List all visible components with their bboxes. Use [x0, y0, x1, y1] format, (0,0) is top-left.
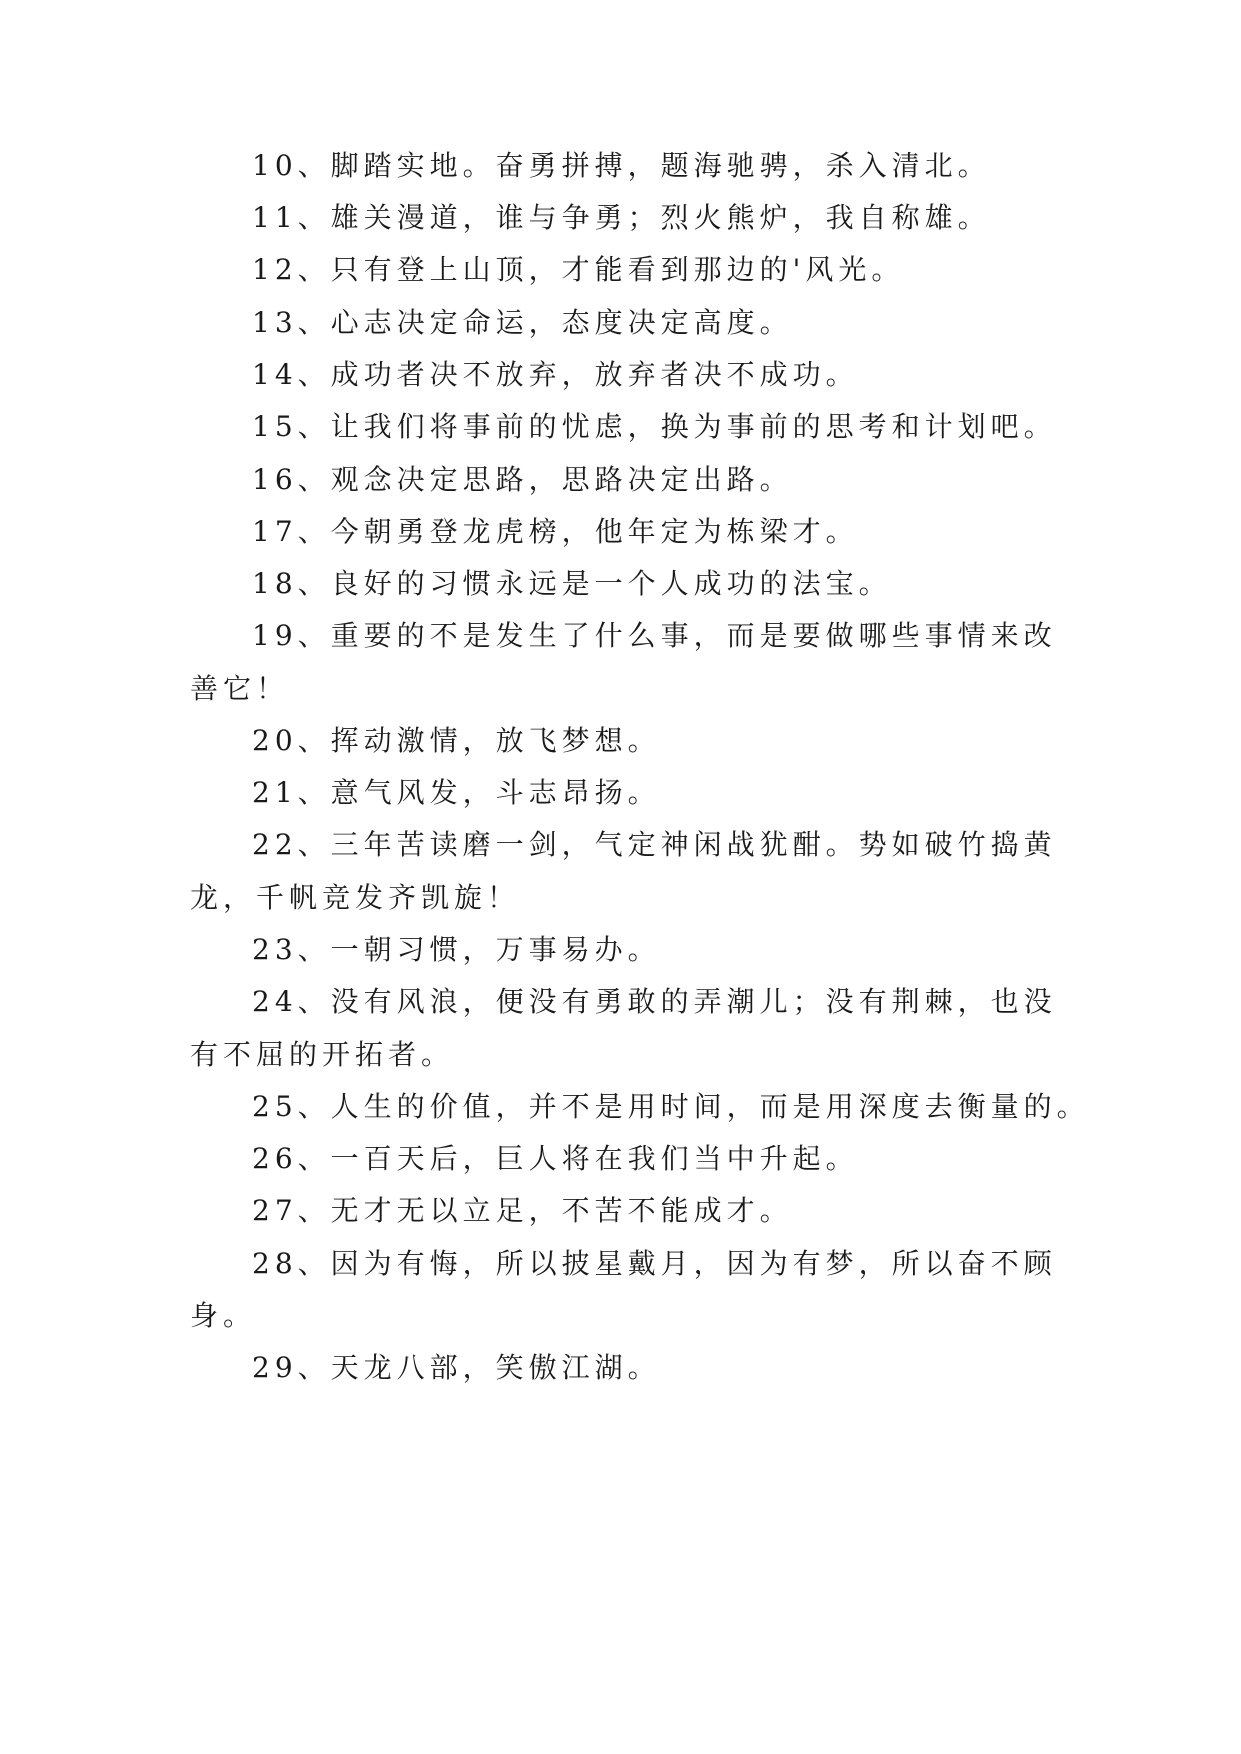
list-item-22: 22、三年苦读磨一剑，气定神闲战犹酣。势如破竹捣黄	[252, 828, 1057, 861]
list-item-22-continuation: 龙，千帆竞发齐凯旋！	[190, 881, 521, 914]
list-item-19-continuation: 善它！	[190, 672, 290, 705]
list-item-10: 10、脚踏实地。奋勇拼搏，题海驰骋，杀入清北。	[252, 149, 991, 182]
list-item-13: 13、心志决定命运，态度决定高度。	[252, 306, 793, 339]
list-item-21: 21、意气风发，斗志昂扬。	[252, 776, 661, 809]
list-item-28: 28、因为有悔，所以披星戴月，因为有梦，所以奋不顾	[252, 1247, 1057, 1280]
list-item-24: 24、没有风浪，便没有勇敢的弄潮儿；没有荆棘，也没	[252, 985, 1057, 1018]
list-item-11: 11、雄关漫道，谁与争勇；烈火熊炉，我自称雄。	[252, 201, 991, 234]
list-item-26: 26、一百天后，巨人将在我们当中升起。	[252, 1142, 859, 1175]
list-item-17: 17、今朝勇登龙虎榜，他年定为栋梁才。	[252, 515, 859, 548]
list-item-20: 20、挥动激情，放飞梦想。	[252, 724, 661, 757]
list-item-12: 12、只有登上山顶，才能看到那边的'风光。	[252, 253, 905, 286]
list-item-15: 15、让我们将事前的忧虑，换为事前的思考和计划吧。	[252, 410, 1057, 443]
list-item-28-continuation: 身。	[190, 1299, 257, 1332]
list-item-29: 29、天龙八部，笑傲江湖。	[252, 1351, 661, 1384]
list-item-14: 14、成功者决不放弃，放弃者决不成功。	[252, 358, 859, 391]
list-item-18: 18、良好的习惯永远是一个人成功的法宝。	[252, 567, 892, 600]
list-item-16: 16、观念决定思路，思路决定出路。	[252, 463, 793, 496]
list-item-23: 23、一朝习惯，万事易办。	[252, 933, 661, 966]
list-item-27: 27、无才无以立足，不苦不能成才。	[252, 1194, 793, 1227]
list-item-19: 19、重要的不是发生了什么事，而是要做哪些事情来改	[252, 619, 1057, 652]
list-item-25: 25、人生的价值，并不是用时间，而是用深度去衡量的。	[252, 1090, 1090, 1123]
list-item-24-continuation: 有不屈的开拓者。	[190, 1038, 455, 1071]
